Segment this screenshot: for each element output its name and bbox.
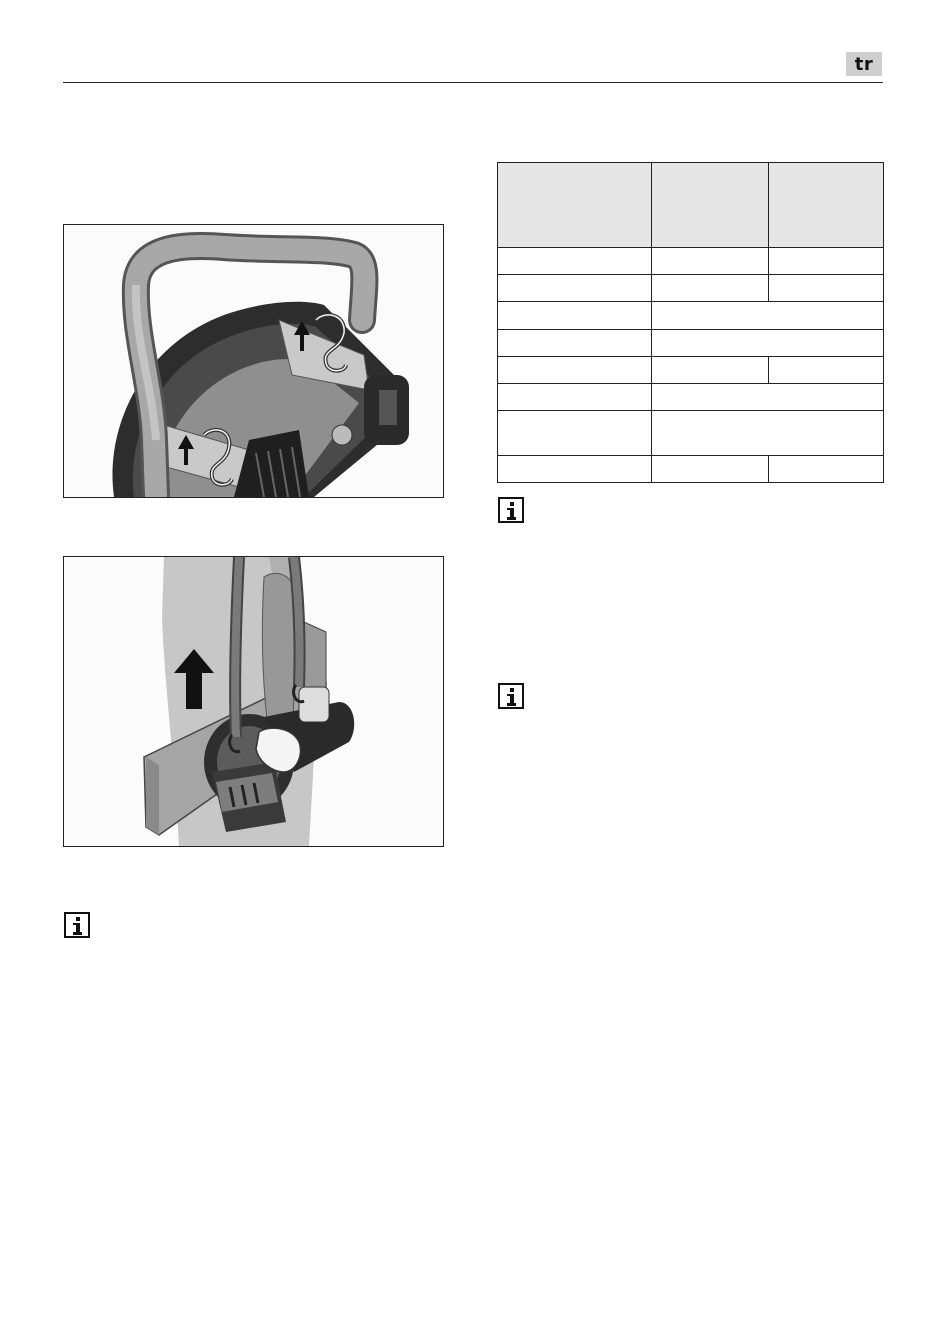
table-cell [498,248,652,275]
table-row [498,329,884,356]
table-cell [652,275,769,302]
figure-strap-carry [63,556,444,847]
table-cell [652,248,769,275]
table-cell-merged [652,410,884,455]
table-row [498,356,884,383]
spec-table [497,162,883,483]
spec-table-grid [497,162,884,483]
table-row [498,455,884,482]
table-row [498,248,884,275]
table-cell [498,275,652,302]
language-badge: tr [846,52,882,76]
table-row [498,383,884,410]
table-cell [498,356,652,383]
table-header-cell [652,163,769,248]
info-icon [498,683,524,709]
shoulder-strap-attach-illustration [64,225,443,497]
table-header-cell [769,163,884,248]
table-cell [652,356,769,383]
table-cell-merged [652,329,884,356]
table-cell [769,275,884,302]
carry-with-shoulder-strap-illustration [64,557,443,846]
header-rule [63,82,883,83]
table-cell [498,455,652,482]
figure-strap-attach [63,224,444,498]
table-header-cell [498,163,652,248]
table-cell-merged [652,383,884,410]
table-cell-merged [652,302,884,329]
table-cell [769,248,884,275]
table-cell [769,455,884,482]
table-cell [498,329,652,356]
info-icon [498,497,524,523]
table-cell [652,455,769,482]
table-cell [769,356,884,383]
table-header-row [498,163,884,248]
info-icon [64,912,90,938]
table-row [498,275,884,302]
table-row [498,302,884,329]
table-cell [498,410,652,455]
table-cell [498,302,652,329]
table-cell [498,383,652,410]
table-row [498,410,884,455]
